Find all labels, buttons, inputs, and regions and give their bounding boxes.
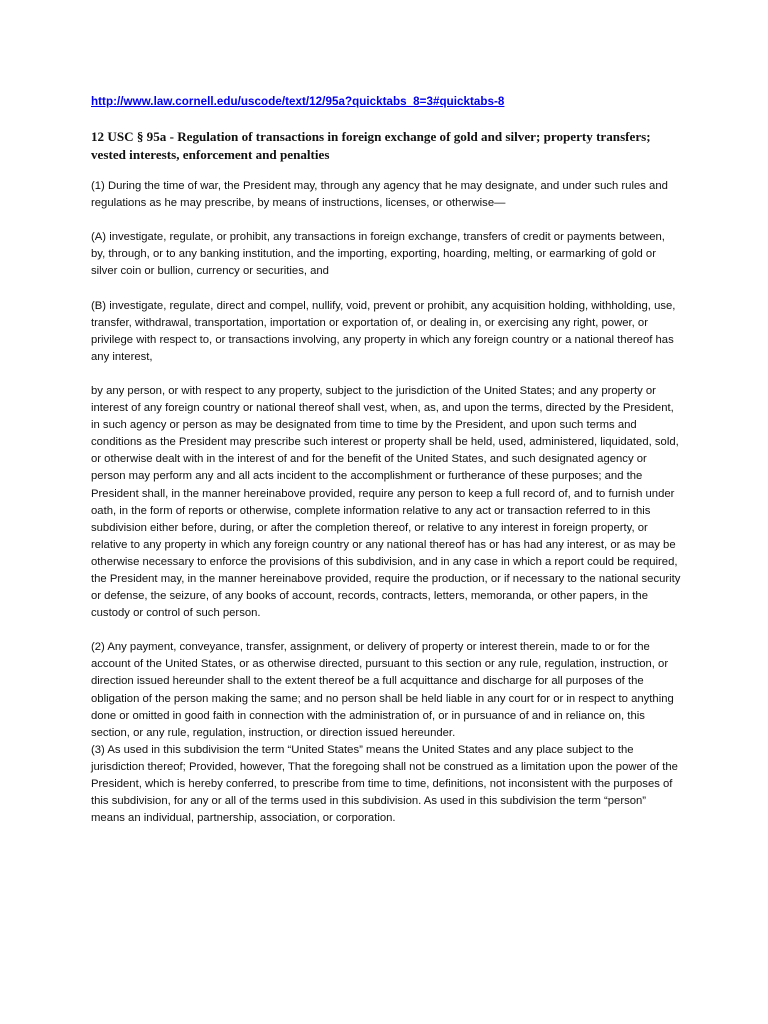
document-page [91,93,681,827]
paragraph-1: (1) During the time of war, the President may, through any agency that he may designate, and under such rules and regulations as he may prescribe, by means of instructions, licenses, or otherwise— [91,180,668,210]
document-title: 12 USC § 95a - Regulation of transactions in foreign exchange of gold and silver; property transfers; vested interests, enforcement and penalties [91,129,651,163]
paragraph-3: (3) As used in this subdivision the term “United States” means the United States and any place subject to the jurisdiction thereof; Provided, however, That the foregoing shall not be construed as a limitation upon the power of the President, which is hereby conferred, to prescribe from time to time, definitions, not inconsistent with the purposes of this subdivision, for any or all of the terms used in this subdivision. As used in this subdivision the term “person” means an individual, partnership, association, or corporation. [91,743,678,825]
paragraph-1b: (B) investigate, regulate, direct and compel, nullify, void, prevent or prohibit, any acquisition holding, withholding, use, transfer, withdrawal, transportation, importation or exportation of, or dealing in, or exercising any right, power, or privilege with respect to, or transactions involving, any property in which any foreign country or a national thereof has any interest, [91,299,676,363]
paragraph-1a: (A) investigate, regulate, or prohibit, any transactions in foreign exchange, transfers of credit or payments between, by, through, or to any banking institution, and the importing, exporting, hoarding, melting, or earmarking of gold or silver coin or bullion, currency or securities, and [91,231,665,278]
source-url-link[interactable]: http://www.law.cornell.edu/uscode/text/12/95a?quicktabs_8=3#quicktabs-8 [91,95,505,108]
paragraph-2: (2) Any payment, conveyance, transfer, assignment, or delivery of property or interest therein, made to or for the account of the United States, or as otherwise directed, pursuant to this section or any rule, regulation, instruction, or direction issued hereunder shall to the extent thereof be a full acquittance and discharge for all purposes of the obligation of the person making the same; and no person shall be held liable in any court for or in respect to anything done or omitted in good faith in connection with the administration of, or in pursuance of and in reliance on, this section, or any rule, regulation, instruction, or direction issued hereunder. [91,641,674,739]
paragraph-vesting: by any person, or with respect to any property, subject to the jurisdiction of the United States; and any property or interest of any foreign country or national thereof shall vest, when, as, and upon the terms, directed by the President, in such agency or person as may be designated from time to time by the President, and upon such terms and conditions as the President may prescribe such interest or property shall be held, used, administered, liquidated, sold, or otherwise dealt with in the interest of and for the benefit of the United States, and such designated agency or person may perform any and all acts incident to the accomplishment or furtherance of these purposes; and the President shall, in the manner hereinabove provided, require any person to keep a full record of, and to furnish under oath, in the form of reports or otherwise, complete information relative to any act or transaction referred to in this subdivision either before, during, or after the completion thereof, or relative to any interest in foreign property, or relative to any property in which any foreign country or any national thereof has or has had any interest, or as may be otherwise necessary to enforce the provisions of this subdivision, and in any case in which a report could be required, the President may, in the manner hereinabove provided, require the production, or if necessary to the national security or defense, the seizure, of any books of account, records, contracts, letters, memoranda, or other papers, in the custody or control of such person. [91,384,681,620]
